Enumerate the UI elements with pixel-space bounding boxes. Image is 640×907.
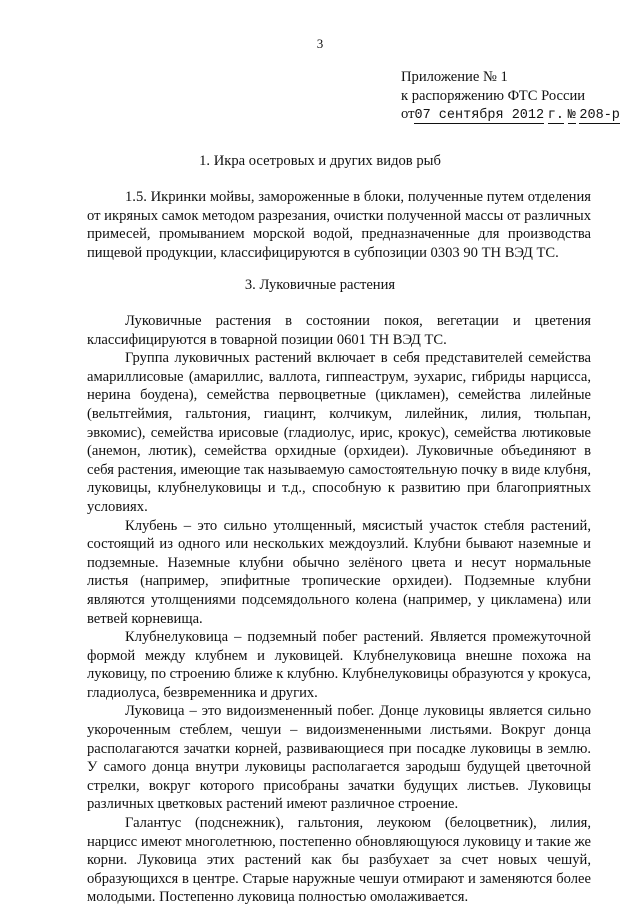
appendix-date-line (401, 105, 636, 124)
order-date: 07 сентября 2012 (414, 108, 545, 124)
appendix-block (401, 68, 636, 124)
page-number: 3 (316, 36, 324, 51)
section3-paragraph-4: Клубнелуковица – подземный побег растений. Является промежуточной формой между клубнем и луковицей. Клубнелуковица внешне похожа на луковицу, по строению ближе к клубню. Клубнелуковицы образуются у крокуса, гладиолуса, безвременника и других. (87, 629, 591, 701)
section1-body (87, 188, 591, 262)
section3-paragraph-2: Группа луковичных растений включает в себя представителей семейства амариллисовые (амариллис, валлота, гиппеаструм, эухарис, гибриды нарцисса, нерина боудена), семейства первоцветные (цикламен), семейства лилейные (вельтгеймия, гальтония, гиацинт, колчикум, лилейник, лилия, тюльпан, эвкомис), семейства ирисовые (гладиолус, ирис, крокус), семейства лютиковые (анемон, лютик), семейства орхидные (орхидеи). Луковичные объединяют в себя растения, имеющие так называемую самостоятельную почку в виде клубня, луковицы, клубнелуковицы и т.д., способную к развитию при благоприятных условиях. (87, 350, 591, 515)
year-suffix: г. (547, 108, 564, 124)
date-prefix: от (401, 106, 415, 123)
order-number: 208-р (579, 108, 620, 124)
section3-paragraph-5: Луковица – это видоизмененный побег. Донце луковицы является сильно укороченным стеблем, чешуи – видоизмененными листьями. Вокруг донца располагаются зачатки корней, развивающиеся при посадке луковицы в землю. У самого донца внутри луковицы располагается зародыш будущей цветочной стрелки, вокруг которого присобраны зачатки будущих листьев. Луковицы различных цветковых растений имеют различное строение. (87, 703, 591, 813)
section3-body (87, 312, 591, 907)
section1-heading: 1. Икра осетровых и других видов рыб (199, 153, 441, 169)
number-sign: № (567, 108, 576, 124)
section3-heading: 3. Луковичные растения (244, 277, 396, 293)
appendix-title: Приложение № 1 (401, 69, 508, 85)
section3-paragraph-6: Галантус (подснежник), гальтония, леукоюм (белоцветник), лилия, нарцисс имеют многолетнюю, постепенно обновляющуюся луковицу и такие же корни. Луковица этих растений как бы разбухает за счет новых чешуй, образующихся в центре. Старые наружные чешуи отмирают и заменяются более молодыми. Постепенно луковица полностью омолаживается. (87, 815, 591, 906)
section3-paragraph-3: Клубень – это сильно утолщенный, мясистый участок стебля растений, состоящий из одного или нескольких междоузлий. Клубни бывают наземные и подземные. Наземные клубни обычно зелёного цвета и несут нормальные листья (например, эпифитные тропические орхидеи). Подземные клубни являются утолщениями подсемядольного колена (например, у цикламена) или ветвей корневища. (87, 517, 591, 627)
section3-paragraph-1: Луковичные растения в состоянии покоя, вегетации и цветения классифицируются в товарной позиции 0601 ТН ВЭД ТС. (87, 313, 591, 348)
appendix-order-line: к распоряжению ФТС России (401, 87, 586, 104)
section1-paragraph: 1.5. Икринки мойвы, замороженные в блоки, полученные путем отделения от икряных самок методом разрезания, очистки полученной массы от различных примесей, промыванием морской водой, предназначенные для производства пищевой продукции, классифицируются в субпозиции 0303 90 ТН ВЭД ТС. (87, 189, 591, 261)
